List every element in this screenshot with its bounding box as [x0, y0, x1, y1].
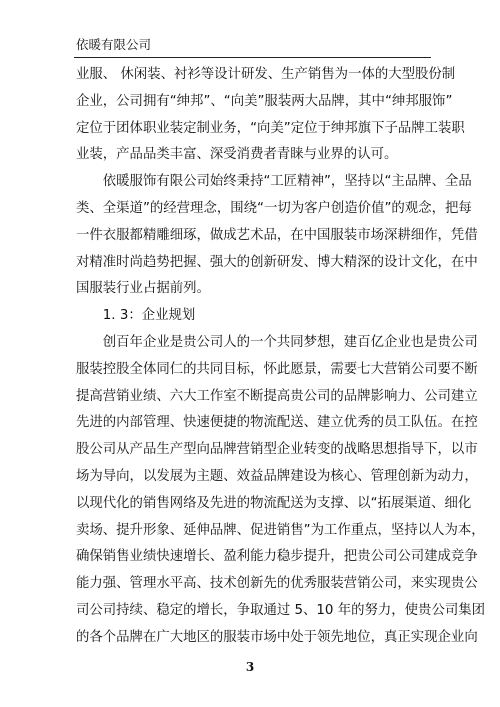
section-heading: 1. 3：企业规划 — [76, 308, 196, 324]
text-line: 对精准时尚趋势把握、强大的创新研发、博大精深的设计文化，在中 — [76, 254, 478, 270]
text-line: 企业，公司拥有“绅邦”、“向美”服装两大品牌，其中“绅邦服饰” — [76, 93, 453, 109]
text-line: 服装控股全体同仁的共同目标，怀此愿景，需要七大营销公司要不断 — [76, 361, 478, 377]
text-line: 确保销售业绩快速增长、盈利能力稳步提升，把贵公司公司建成竞争 — [76, 549, 478, 565]
text-line: 以现代化的销售网络及先进的物流配送为支撑、以“拓展渠道、细化 — [76, 495, 472, 511]
text-line: 卖场、提升形象、延伸品牌、促进销售”为工作重点，坚持以人为本， — [76, 522, 485, 538]
text-line: 一件衣服都精雕细琢，做成艺术品，在中国服装市场深耕细作，凭借 — [76, 227, 478, 243]
text-line: 业装，产品品类丰富、深受消费者青睐与业界的认可。 — [76, 147, 398, 163]
page-number: 3 — [245, 660, 255, 674]
document-body — [76, 62, 486, 652]
running-header: 依暖有限公司 — [76, 37, 152, 52]
text-line: 先进的内部管理、快速便捷的物流配送、建立优秀的员工队伍。在控 — [76, 415, 478, 431]
text-line: 业服、 休闲装、衬衫等设计研发、生产销售为一体的大型股份制 — [76, 67, 456, 82]
text-line: 依暖服饰有限公司始终秉持“工匠精神”，坚持以“主品牌、全品 — [76, 174, 472, 190]
text-line: 国服装行业占据前列。 — [76, 281, 210, 297]
header-divider — [74, 57, 431, 58]
text-line: 能力强、管理水平高、技术创新先的优秀服装营销公司，来实现贵公 — [76, 576, 478, 592]
text-line: 司公司持续、稳定的增长，争取通过 5、10 年的努力，使贵公司集团 — [76, 602, 486, 618]
text-line: 提高营销业绩、六大工作室不断提高贵公司的品牌影响力、公司建立 — [76, 388, 478, 404]
text-line: 类、全渠道”的经营理念，围绕“一切为客户创造价值”的观念，把每 — [76, 200, 472, 216]
text-line: 股公司从产品生产型向品牌营销型企业转变的战略思想指导下，以市 — [76, 442, 478, 458]
text-line: 场为导向，以发展为主题、效益品牌建设为核心、管理创新为动力， — [76, 468, 478, 484]
text-line: 定位于团体职业装定制业务，“向美”定位于绅邦旗下子品牌工装职 — [76, 120, 465, 136]
text-line: 创百年企业是贵公司人的一个共同梦想，建百亿企业也是贵公司 — [76, 334, 478, 350]
text-line: 的各个品牌在广大地区的服装市场中处于领先地位，真正实现企业向 — [76, 629, 478, 645]
